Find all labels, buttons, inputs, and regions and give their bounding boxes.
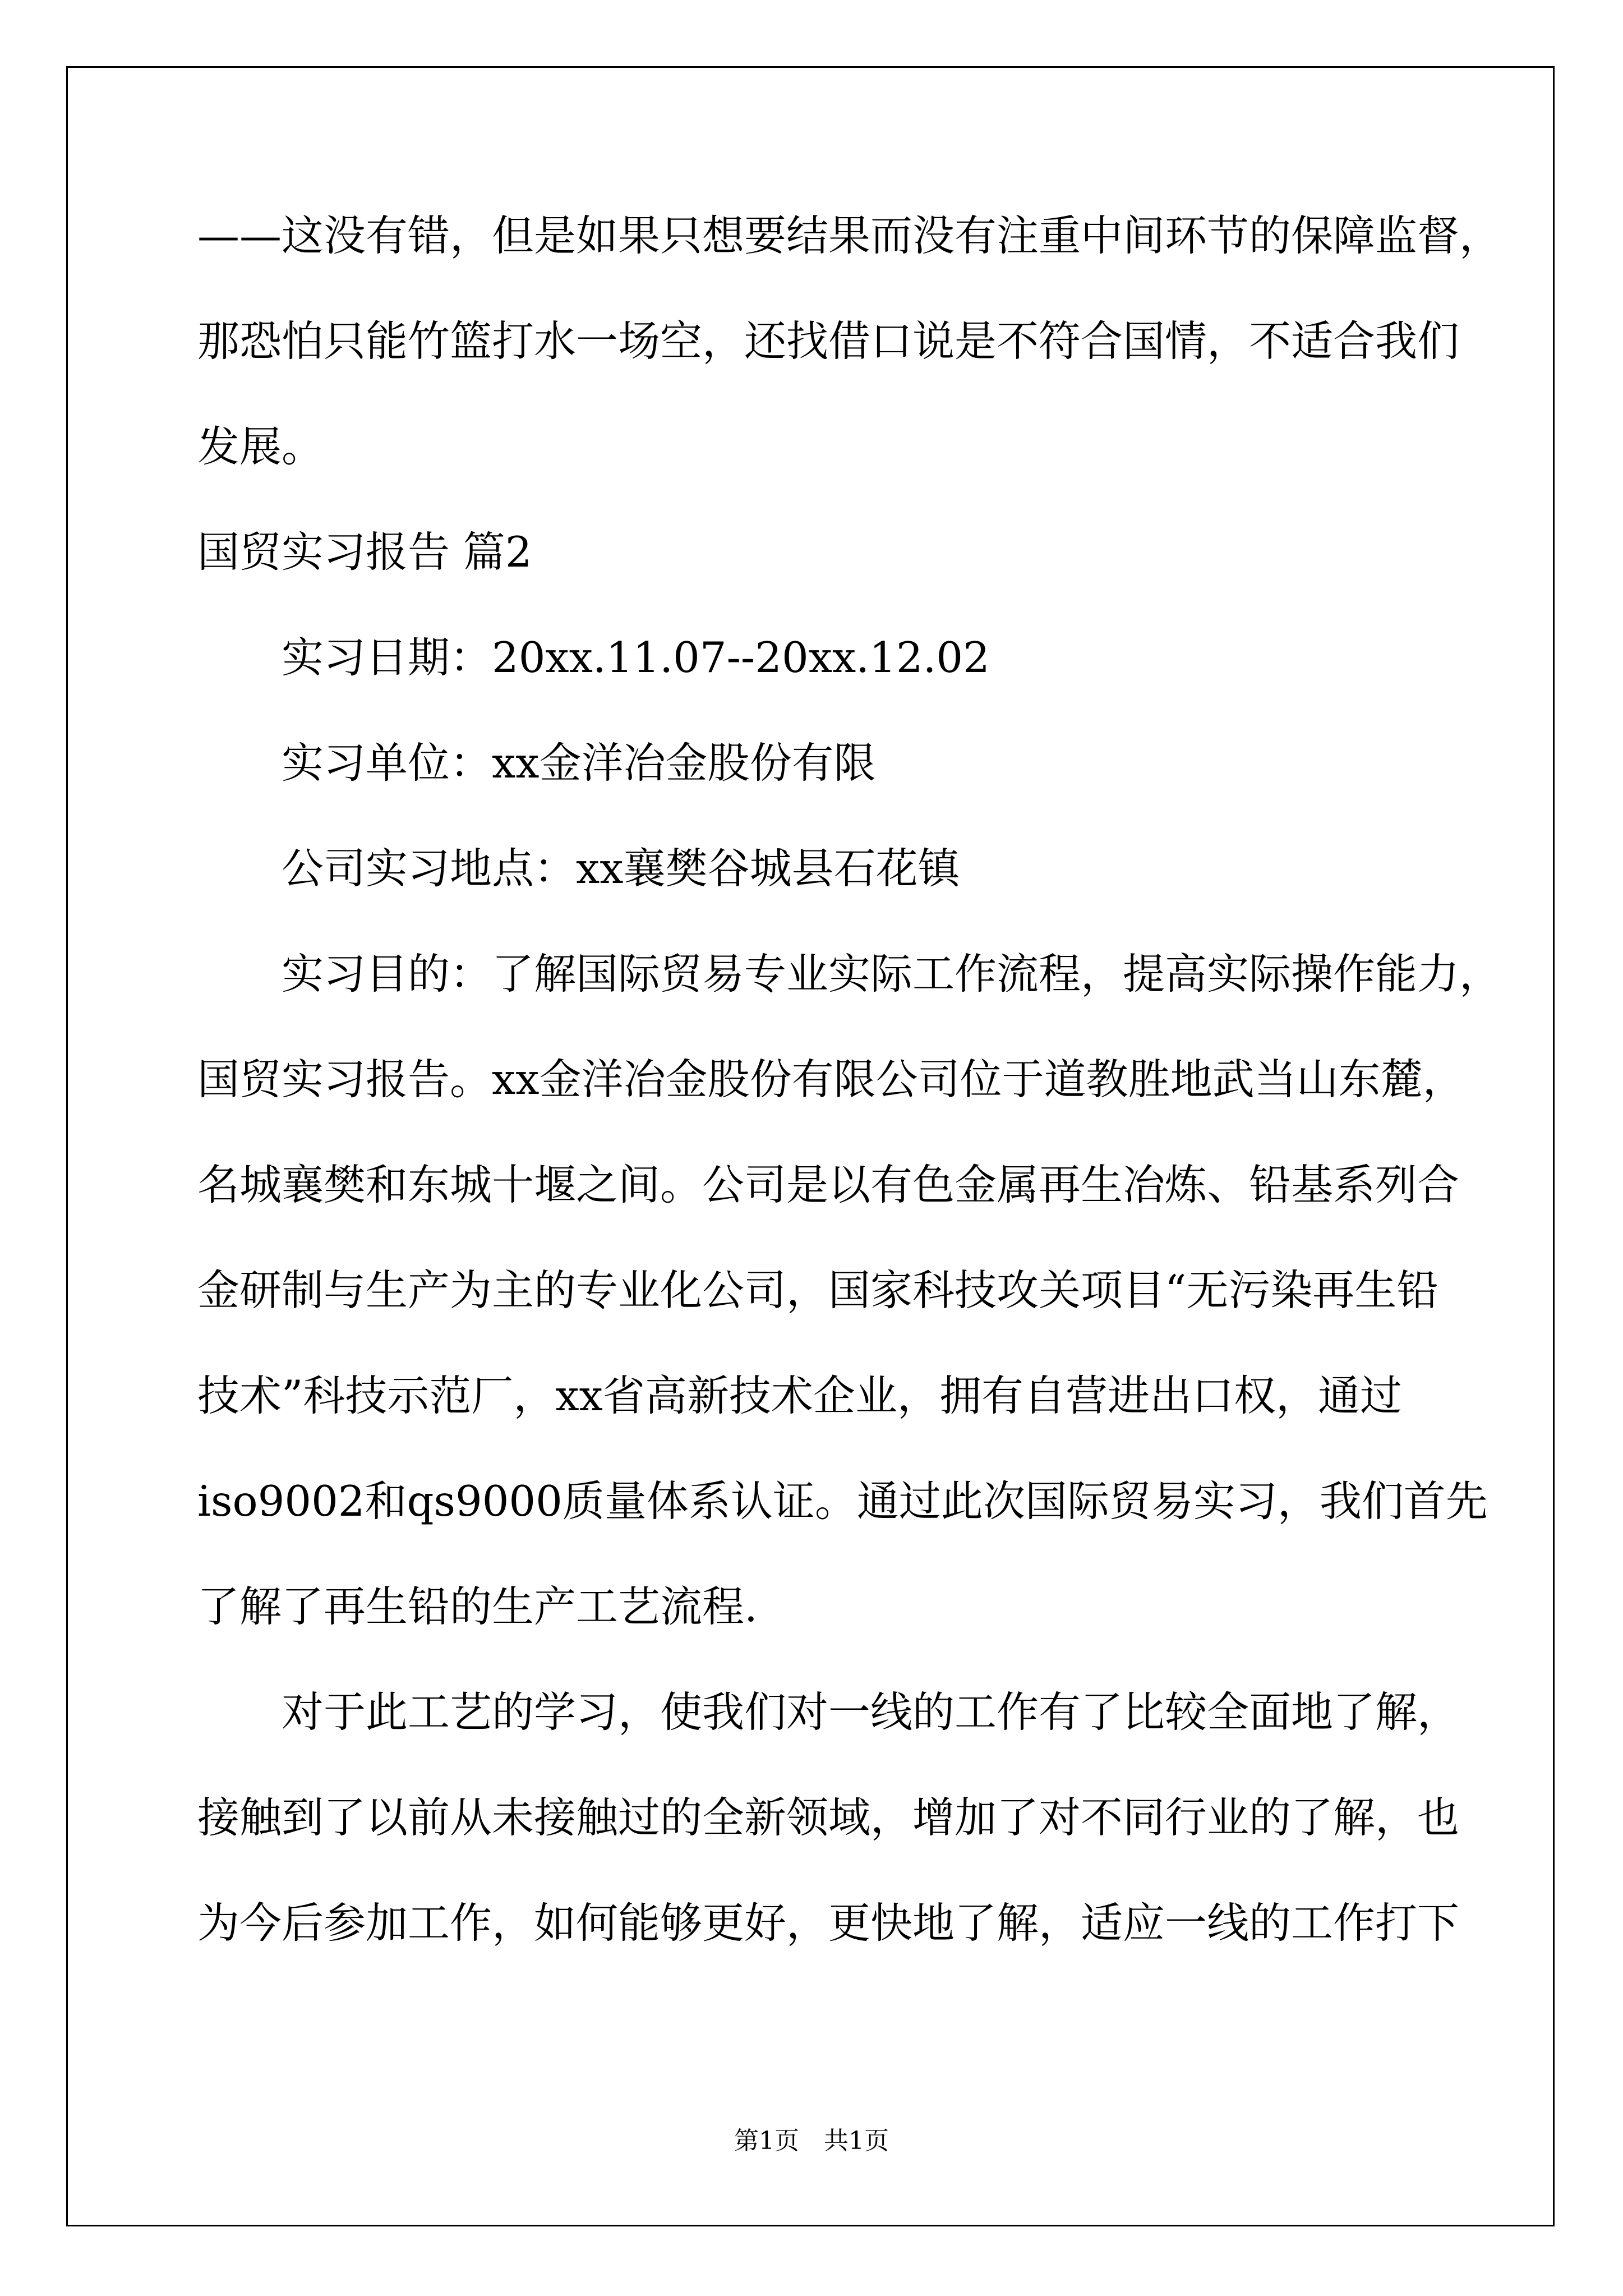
text-line: 实习日期：20xx.11.07--20xx.12.02 <box>282 633 990 682</box>
text-line: 技术”科技示范厂，xx省高新技术企业，拥有自营进出口权，通过 <box>197 1371 1402 1420</box>
text-line: 实习目的：了解国际贸易专业实际工作流程，提高实际操作能力， <box>282 949 1502 999</box>
text-line: 发展。 <box>197 422 324 471</box>
section-heading: 国贸实习报告 篇2 <box>197 527 532 577</box>
text-line: 公司实习地点：xx襄樊谷城县石花镇 <box>282 844 960 893</box>
text-line: 对于此工艺的学习，使我们对一线的工作有了比较全面地了解， <box>282 1687 1460 1737</box>
text-line: 为今后参加工作，如何能够更好，更快地了解，适应一线的工作打下 <box>197 1898 1460 1948</box>
text-line: 了解了再生铅的生产工艺流程. <box>197 1582 758 1631</box>
text-line: 国贸实习报告。xx金洋冶金股份有限公司位于道教胜地武当山东麓， <box>197 1055 1465 1104</box>
text-line: 名城襄樊和东城十堰之间。公司是以有色金属再生冶炼、铅基系列合 <box>197 1160 1460 1209</box>
text-line: 那恐怕只能竹篮打水一场空，还找借口说是不符合国情，不适合我们 <box>197 316 1460 366</box>
text-line: 金研制与生产为主的专业化公司，国家科技攻关项目“无污染再生铅 <box>197 1266 1439 1315</box>
text-line: ——这没有错，但是如果只想要结果而没有注重中间环节的保障监督， <box>197 211 1502 260</box>
page-footer: 第1页 共1页 <box>734 2127 889 2155</box>
text-line: 接触到了以前从未接触过的全新领域，增加了对不同行业的了解，也 <box>197 1793 1460 1842</box>
text-line: 实习单位：xx金洋冶金股份有限 <box>282 738 876 788</box>
text-line: iso9002和qs9000质量体系认证。通过此次国际贸易实习，我们首先 <box>197 1476 1488 1526</box>
